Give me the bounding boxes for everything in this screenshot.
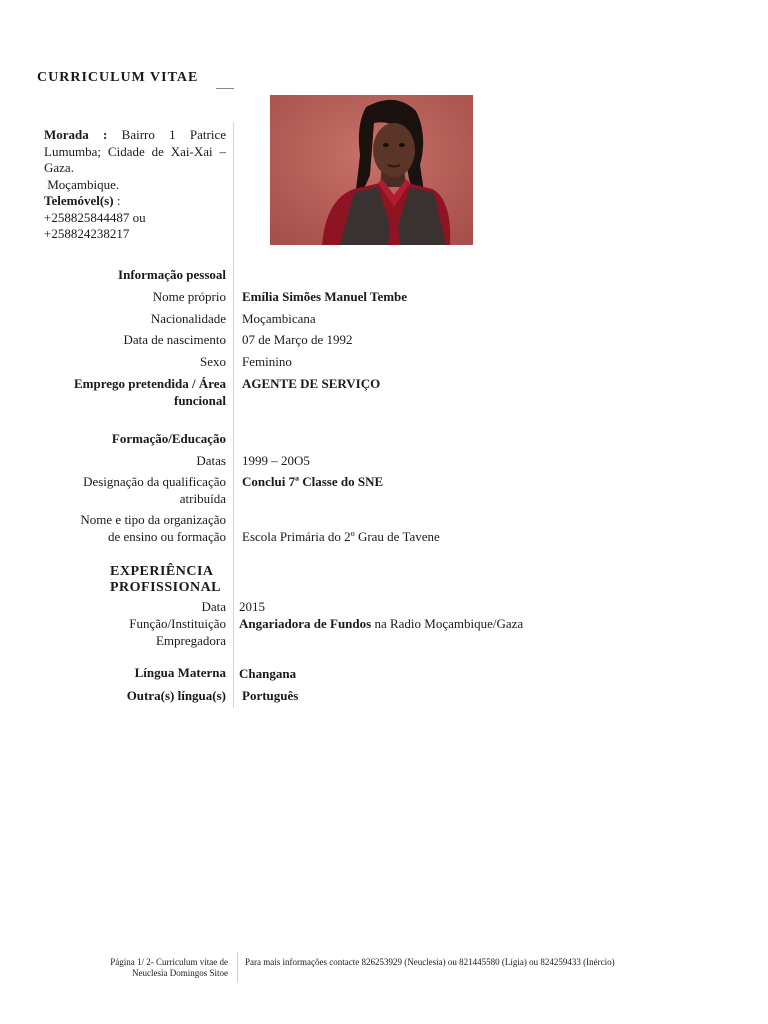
column-divider (233, 122, 234, 708)
role-value-org: na Radio Moçambique/Gaza (371, 616, 524, 631)
footer-divider (237, 952, 238, 982)
experience-heading (110, 564, 221, 596)
experience-heading-line-2: PROFISSIONAL (110, 580, 222, 595)
qualification-label (83, 473, 226, 507)
other-language-label: Outra(s) língua(s) (126, 688, 226, 703)
organization-value: Escola Primária do 2º Grau de Tavene (242, 529, 440, 544)
profile-photo (270, 95, 473, 245)
dates-value: 1999 – 20O5 (242, 453, 310, 468)
job-label-line-1: Emprego pretendida / Área (73, 376, 226, 391)
nationality-label: Nacionalidade (150, 311, 226, 326)
role-value (239, 615, 523, 632)
contact-block (44, 127, 226, 243)
mother-language-value: Changana (239, 666, 297, 681)
phone-separator: : (113, 193, 121, 208)
birthdate-value: 07 de Março de 1992 (242, 332, 353, 347)
job-value: AGENTE DE SERVIÇO (242, 376, 381, 391)
role-value-title: Angariadora de Fundos (239, 616, 372, 631)
address-country: Moçambique. (47, 176, 120, 192)
sex-label: Sexo (200, 354, 226, 369)
footer-contact-info: Para mais informações contacte 826253929 (Neuclesia) ou 821445580 (Lígia) ou 824259433 (Inércio) (245, 957, 615, 967)
footer-page-info (110, 957, 228, 979)
qualification-label-line-1: Designação da qualificação (83, 474, 226, 489)
personal-info-heading: Informação pessoal (118, 267, 226, 282)
phone-number-1: +258825844487 ou (44, 209, 146, 225)
person-portrait-icon (270, 95, 473, 245)
mother-language-label: Língua Materna (134, 665, 226, 680)
qualification-value: Conclui 7ª Classe do SNE (242, 474, 384, 489)
organization-label-line-1: Nome e tipo da organização (80, 512, 226, 527)
address-label: Morada : (44, 127, 108, 142)
birthdate-label: Data de nascimento (123, 332, 226, 347)
organization-label (80, 511, 226, 545)
dates-label: Datas (196, 453, 226, 468)
job-label (74, 375, 226, 409)
job-label-line-2: funcional (173, 393, 226, 408)
education-heading: Formação/Educação (111, 431, 226, 446)
footer-page-line-2: Neuclesia Domingos Sitoe (132, 968, 228, 978)
nationality-value: Moçambicana (242, 311, 316, 326)
role-label (129, 615, 226, 649)
other-language-value: Português (242, 688, 299, 703)
role-label-line-1: Função/Instituição (129, 616, 226, 631)
phone-number-2: +258824238217 (44, 226, 130, 241)
role-label-line-2: Empregadora (155, 633, 226, 648)
experience-date-value: 2015 (239, 599, 265, 614)
footer-page-line-1: Página 1/ 2- Curriculum vitae de (110, 957, 228, 967)
experience-date-label: Data (201, 599, 226, 614)
title-underline (216, 88, 234, 89)
document-title: CURRICULUM VITAE (37, 70, 199, 85)
phone-label: Telemóvel(s) (44, 193, 114, 208)
name-value: Emília Simões Manuel Tembe (242, 289, 408, 304)
organization-label-line-2: de ensino ou formação (107, 529, 226, 544)
qualification-label-line-2: atribuída (179, 491, 226, 506)
sex-value: Feminino (242, 354, 292, 369)
name-label: Nome próprio (152, 289, 226, 304)
experience-heading-line-1: EXPERIÊNCIA (110, 564, 214, 579)
address-value: Bairro 1 Patrice Lumumba; Cidade de Xai-Xai – Gaza. (44, 127, 226, 175)
